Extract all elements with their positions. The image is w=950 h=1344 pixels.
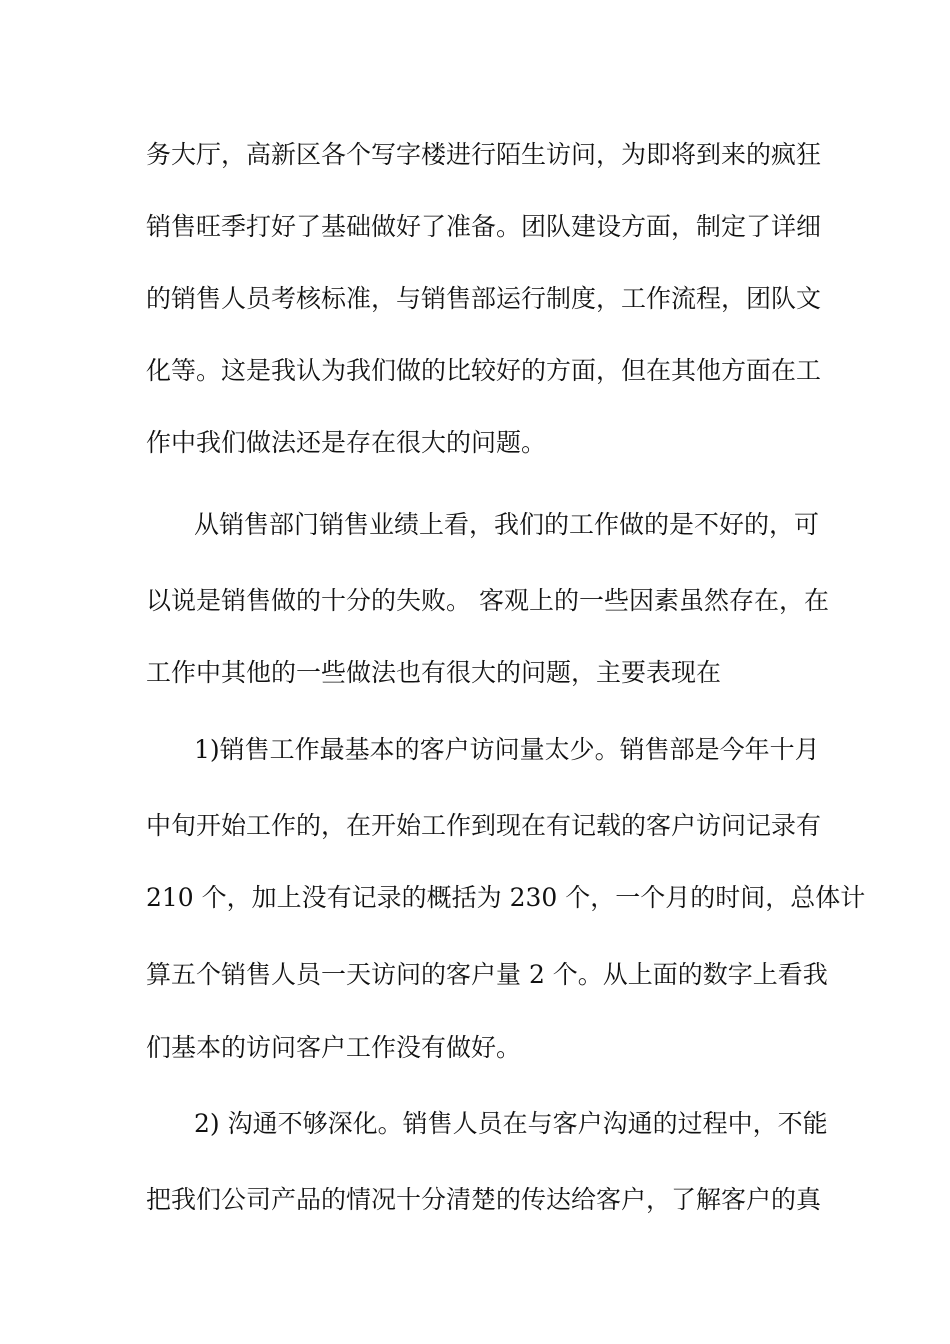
text-line: 作中我们做法还是存在很大的问题。 — [146, 428, 547, 457]
text-line: 销售旺季打好了基础做好了准备。团队建设方面，制定了详细 — [146, 212, 822, 241]
text-line: 210 个，加上没有记录的概括为 230 个，一个月的时间，总体计 — [146, 883, 866, 912]
text-line: 以说是销售做的十分的失败。 客观上的一些因素虽然存在，在 — [146, 586, 829, 615]
text-line: 的销售人员考核标准，与销售部运行制度，工作流程，团队文 — [146, 284, 822, 313]
text-line: 从销售部门销售业绩上看，我们的工作做的是不好的，可 — [194, 510, 820, 539]
text-line: 把我们公司产品的情况十分清楚的传达给客户，了解客户的真 — [146, 1185, 822, 1214]
text-line: 化等。这是我认为我们做的比较好的方面，但在其他方面在工 — [146, 356, 822, 385]
text-line: 算五个销售人员一天访问的客户量 2 个。从上面的数字上看我 — [146, 960, 828, 989]
text-line: 务大厅，高新区各个写字楼进行陌生访问，为即将到来的疯狂 — [146, 140, 822, 169]
text-line: 2) 沟通不够深化。销售人员在与客户沟通的过程中，不能 — [194, 1109, 828, 1138]
text-line: 工作中其他的一些做法也有很大的问题，主要表现在 — [146, 658, 722, 687]
text-line: 中旬开始工作的，在开始工作到现在有记载的客户访问记录有 — [146, 811, 822, 840]
text-line: 1)销售工作最基本的客户访问量太少。销售部是今年十月 — [194, 735, 820, 764]
text-line: 们基本的访问客户工作没有做好。 — [146, 1033, 522, 1062]
